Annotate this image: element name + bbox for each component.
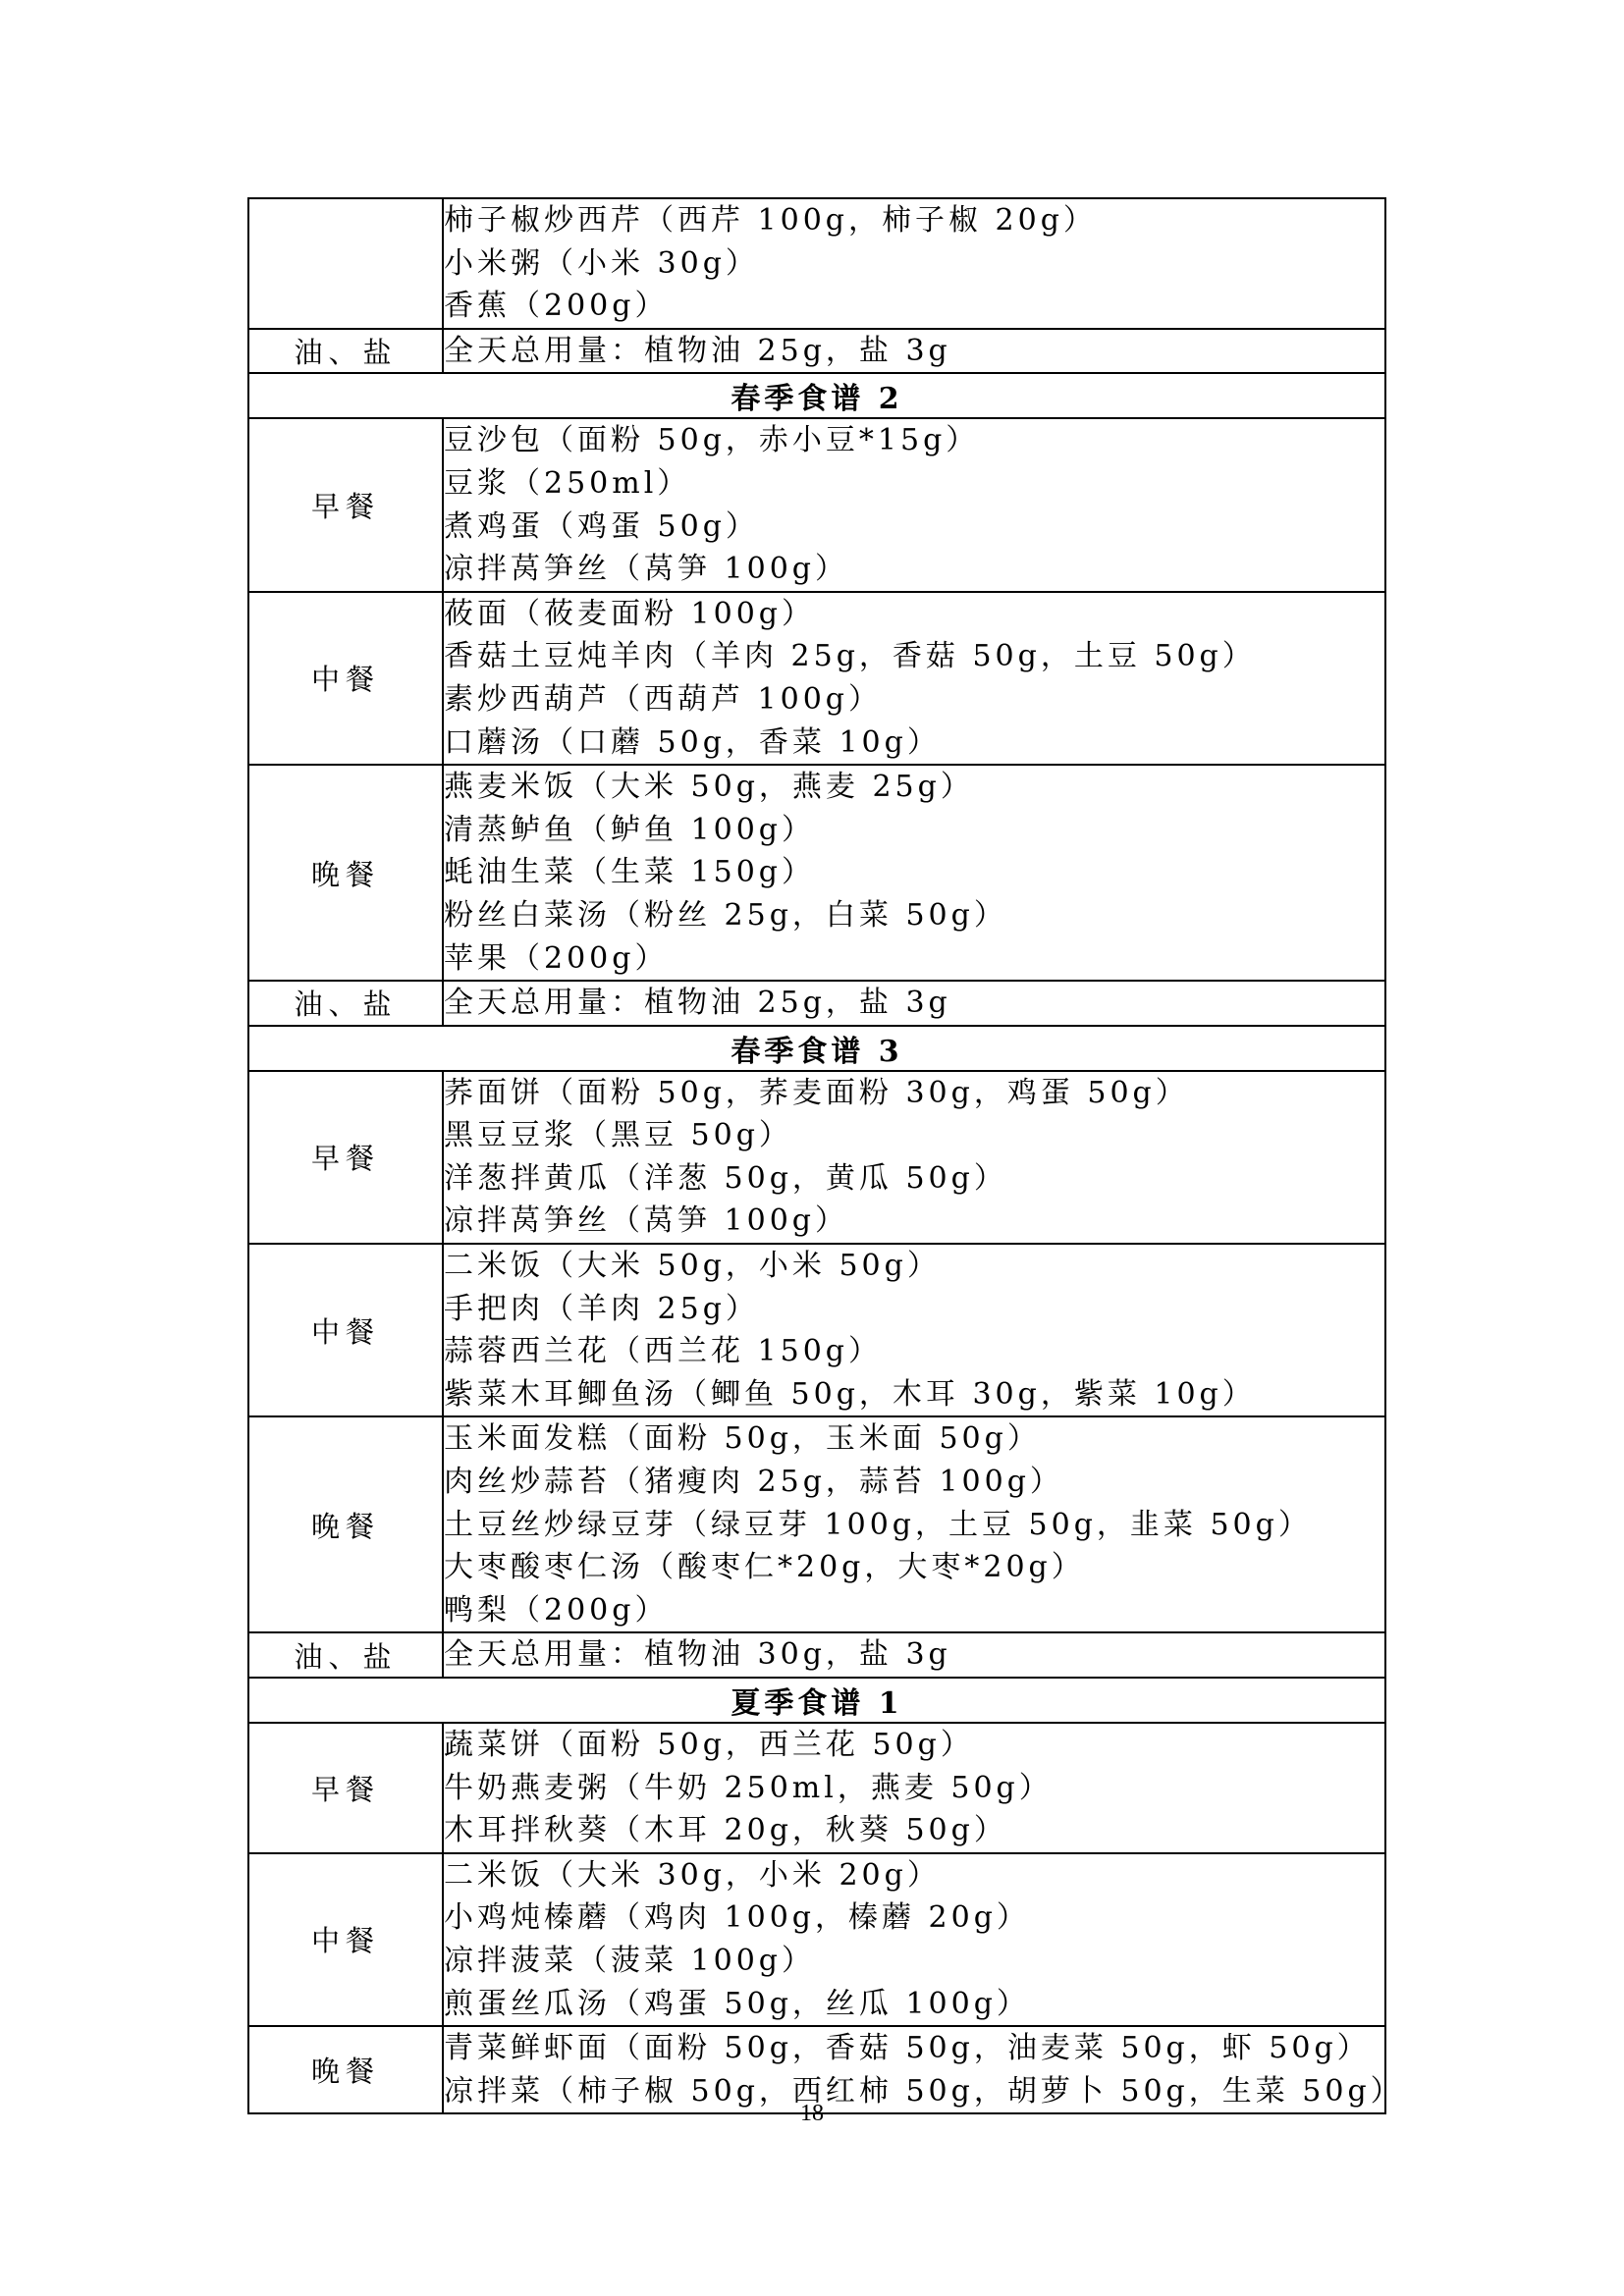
dish-item: 全天总用量：植物油 25g，盐 3g	[444, 333, 951, 368]
meal-items	[443, 1244, 1385, 1416]
dish-item: 洋葱拌黄瓜（洋葱 50g，黄瓜 50g）	[444, 1160, 1007, 1196]
dish-item: 紫菜木耳鲫鱼汤（鲫鱼 50g，木耳 30g，紫菜 10g）	[444, 1376, 1256, 1412]
dish-item: 豆浆（250ml）	[444, 465, 691, 501]
meal-label: 油、盐	[248, 981, 443, 1026]
meal-row	[248, 329, 1385, 374]
meal-row	[248, 1632, 1385, 1678]
dish-item: 莜面（莜麦面粉 100g）	[444, 596, 816, 631]
dish-item: 粉丝白菜汤（粉丝 25g，白菜 50g）	[444, 897, 1007, 933]
meal-row	[248, 1071, 1385, 1244]
meal-row	[248, 592, 1385, 765]
meal-items	[443, 981, 1385, 1026]
meal-items	[443, 1416, 1385, 1632]
meal-row	[248, 765, 1385, 981]
meal-label: 早餐	[248, 418, 443, 591]
meal-label: 早餐	[248, 1071, 443, 1244]
dish-item: 蔬菜饼（面粉 50g，西兰花 50g）	[444, 1728, 974, 1762]
dish-item: 凉拌莴笋丝（莴笋 100g）	[444, 552, 849, 587]
dish-item: 黑豆豆浆（黑豆 50g）	[444, 1118, 792, 1153]
meal-label: 晚餐	[248, 2026, 443, 2113]
meal-row	[248, 1853, 1385, 2026]
meal-items	[443, 329, 1385, 374]
dish-item: 燕麦米饭（大米 50g，燕麦 25g）	[444, 770, 974, 805]
meal-row	[248, 418, 1385, 591]
dish-item: 二米饭（大米 50g，小米 50g）	[444, 1249, 941, 1284]
dish-item: 牛奶燕麦粥（牛奶 250ml，燕麦 50g）	[444, 1770, 1053, 1805]
meal-label: 油、盐	[248, 1632, 443, 1678]
meal-row	[248, 981, 1385, 1026]
dish-item: 鸭梨（200g）	[444, 1592, 669, 1628]
dish-item: 豆沙包（面粉 50g，赤小豆*15g）	[444, 423, 980, 458]
meal-label: 晚餐	[248, 1416, 443, 1632]
dish-item: 小鸡炖榛蘑（鸡肉 100g，榛蘑 20g）	[444, 1900, 1030, 1936]
dish-item: 全天总用量：植物油 30g，盐 3g	[444, 1637, 951, 1673]
recipe-heading: 春季食谱 3	[248, 1026, 1385, 1071]
meal-label: 中餐	[248, 592, 443, 765]
dish-item: 煮鸡蛋（鸡蛋 50g）	[444, 508, 759, 544]
dish-item: 木耳拌秋葵（木耳 20g，秋葵 50g）	[444, 1813, 1007, 1848]
dish-item: 素炒西葫芦（西葫芦 100g）	[444, 681, 883, 717]
meal-items	[443, 765, 1385, 981]
dish-item: 香蕉（200g）	[444, 289, 669, 324]
dish-item: 小米粥（小米 30g）	[444, 245, 759, 281]
meal-label: 油、盐	[248, 329, 443, 374]
dish-item: 煎蛋丝瓜汤（鸡蛋 50g，丝瓜 100g）	[444, 1986, 1030, 2021]
dish-item: 肉丝炒蒜苔（猪瘦肉 25g，蒜苔 100g）	[444, 1465, 1063, 1500]
meal-row	[248, 1416, 1385, 1632]
meal-items	[443, 418, 1385, 591]
dish-item: 全天总用量：植物油 25g，盐 3g	[444, 986, 951, 1021]
dish-item: 手把肉（羊肉 25g）	[444, 1291, 759, 1326]
recipe-heading-row	[248, 1678, 1385, 1723]
recipe-heading-row	[248, 373, 1385, 418]
dish-item: 青菜鲜虾面（面粉 50g，香菇 50g，油麦菜 50g，虾 50g）	[444, 2031, 1371, 2066]
dish-item: 凉拌菠菜（菠菜 100g）	[444, 1943, 816, 1978]
dish-item: 凉拌莴笋丝（莴笋 100g）	[444, 1203, 849, 1239]
dish-item: 二米饭（大米 30g，小米 20g）	[444, 1857, 941, 1893]
meal-items	[443, 1723, 1385, 1853]
dish-item: 凉拌菜（柿子椒 50g，西红柿 50g，胡萝卜 50g，生菜 50g）	[444, 2073, 1404, 2109]
dish-item: 香菇土豆炖羊肉（羊肉 25g，香菇 50g，土豆 50g）	[444, 639, 1256, 674]
meal-items	[443, 1853, 1385, 2026]
dish-item: 玉米面发糕（面粉 50g，玉米面 50g）	[444, 1421, 1041, 1457]
meal-row	[248, 1244, 1385, 1416]
meal-row	[248, 198, 1385, 329]
meal-items	[443, 1071, 1385, 1244]
meal-label: 晚餐	[248, 765, 443, 981]
meal-label: 中餐	[248, 1853, 443, 2026]
dish-item: 苹果（200g）	[444, 940, 669, 976]
recipe-heading: 夏季食谱 1	[248, 1678, 1385, 1723]
recipe-heading-row	[248, 1026, 1385, 1071]
meal-items	[443, 198, 1385, 329]
dish-item: 蒜蓉西兰花（西兰花 150g）	[444, 1334, 883, 1369]
recipe-table	[247, 197, 1404, 2114]
meal-label	[248, 198, 443, 329]
dish-item: 荞面饼（面粉 50g，荞麦面粉 30g，鸡蛋 50g）	[444, 1075, 1189, 1110]
dish-item: 大枣酸枣仁汤（酸枣仁*20g，大枣*20g）	[444, 1550, 1085, 1585]
dish-item: 柿子椒炒西芹（西芹 100g，柿子椒 20g）	[444, 203, 1097, 238]
dish-item: 蚝油生菜（生菜 150g）	[444, 855, 816, 890]
recipe-heading: 春季食谱 2	[248, 373, 1385, 418]
dish-item: 清蒸鲈鱼（鲈鱼 100g）	[444, 812, 816, 847]
meal-label: 中餐	[248, 1244, 443, 1416]
recipe-table-body	[248, 198, 1404, 2113]
page-number: 18	[800, 2101, 824, 2126]
dish-item: 土豆丝炒绿豆芽（绿豆芽 100g，土豆 50g，韭菜 50g）	[444, 1507, 1312, 1542]
meal-items	[443, 592, 1385, 765]
meal-row	[248, 1723, 1385, 1853]
meal-label: 早餐	[248, 1723, 443, 1853]
meal-items	[443, 1632, 1385, 1678]
dish-item: 口蘑汤（口蘑 50g，香菜 10g）	[444, 724, 941, 760]
